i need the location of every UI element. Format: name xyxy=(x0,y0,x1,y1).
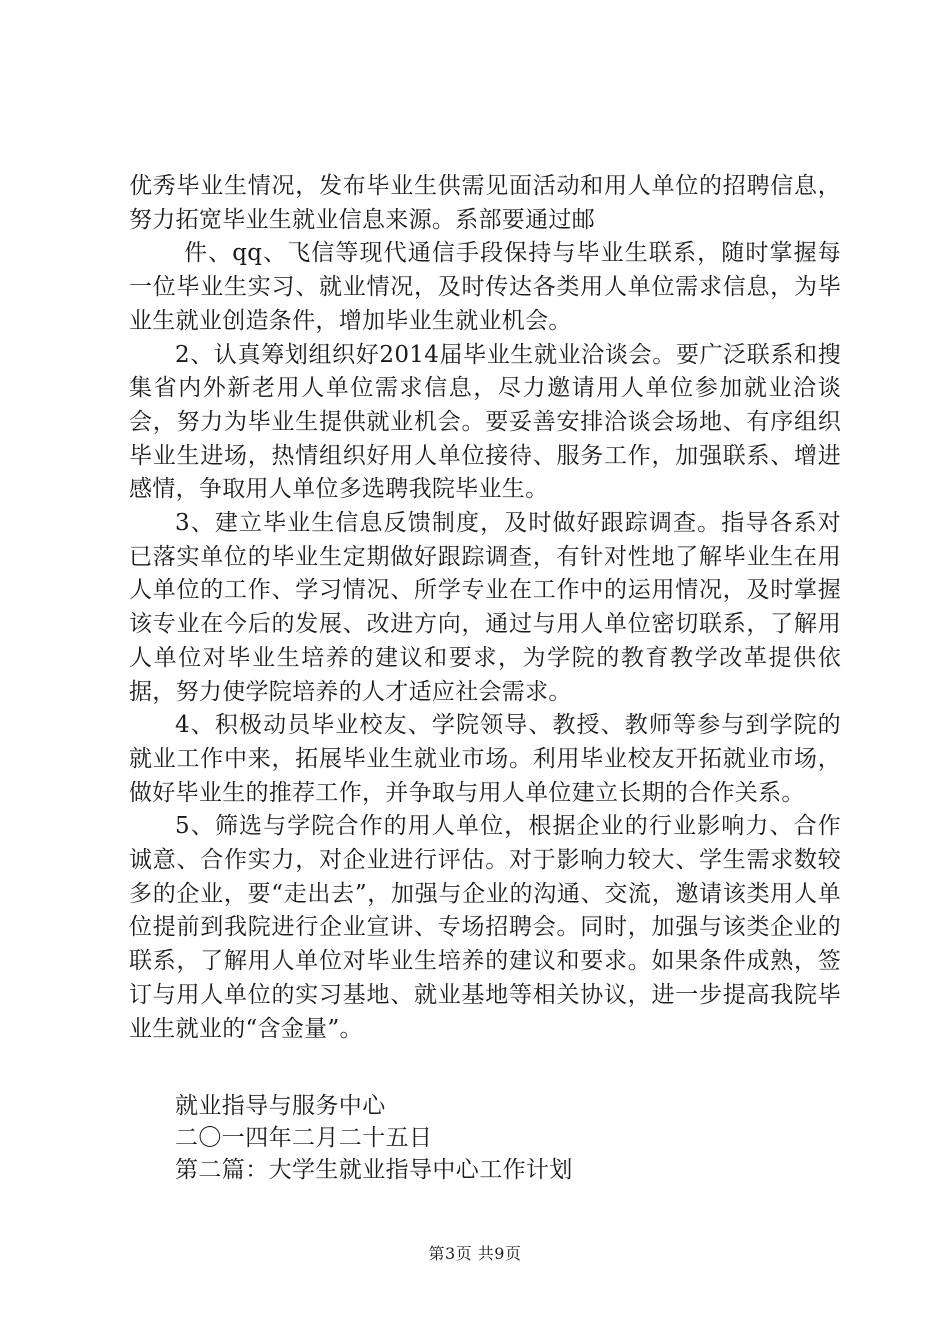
paragraph-continued: 优秀毕业生情况，发布毕业生供需见面活动和用人单位的招聘信息，努力拓宽毕业生就业信息来源。系部要通过邮 xyxy=(129,173,841,233)
paragraph-continued-2: 件、qq、飞信等现代通信手段保持与毕业生联系，随时掌握每一位毕业生实习、就业情况，及时传达各类用人单位需求信息，为毕业生就业创造条件，增加毕业生就业机会。 xyxy=(129,240,841,334)
paragraph-item-4: 4、积极动员毕业校友、学院领导、教授、教师等参与到学院的就业工作中来，拓展毕业生就业市场。利用毕业校友开拓就业市场，做好毕业生的推荐工作，并争取与用人单位建立长期的合作关系。 xyxy=(129,712,841,806)
paragraph-item-3: 3、建立毕业生信息反馈制度，及时做好跟踪调查。指导各系对已落实单位的毕业生定期做好跟踪调查，有针对性地了解毕业生在用人单位的工作、学习情况、所学专业在工作中的运用情况，及时掌握该专业在今后的发展、改进方向，通过与用人单位密切联系，了解用人单位对毕业生培养的建议和要求，为学院的教育教学改革提供依据，努力使学院培养的人才适应社会需求。 xyxy=(129,510,841,705)
paragraph-item-2: 2、认真筹划组织好2014届毕业生就业洽谈会。要广泛联系和搜集省内外新老用人单位需求信息，尽力邀请用人单位参加就业洽谈会，努力为毕业生提供就业机会。要妥善安排洽谈会场地、有序组织毕业生进场，热情组织好用人单位接待、服务工作，加强联系、增进感情，争取用人单位多选聘我院毕业生。 xyxy=(129,341,841,503)
next-section-title: 第二篇：大学生就业指导中心工作计划 xyxy=(175,1157,573,1183)
signature-date: 二〇一四年二月二十五日 xyxy=(175,1125,433,1151)
signature-organization: 就业指导与服务中心 xyxy=(175,1093,386,1119)
page-footer: 第3页 共9页 xyxy=(428,1244,522,1263)
document-body xyxy=(129,170,841,1046)
paragraph-item-5: 5、筛选与学院合作的用人单位，根据企业的行业影响力、合作诚意、合作实力，对企业进行评估。对于影响力较大、学生需求数较多的企业，要“走出去”，加强与企业的沟通、交流，邀请该类用人单位提前到我院进行企业宣讲、专场招聘会。同时，加强与该类企业的联系，了解用人单位对毕业生培养的建议和要求。如果条件成熟，签订与用人单位的实习基地、就业基地等相关协议，进一步提高我院毕业生就业的“含金量”。 xyxy=(129,813,841,1042)
